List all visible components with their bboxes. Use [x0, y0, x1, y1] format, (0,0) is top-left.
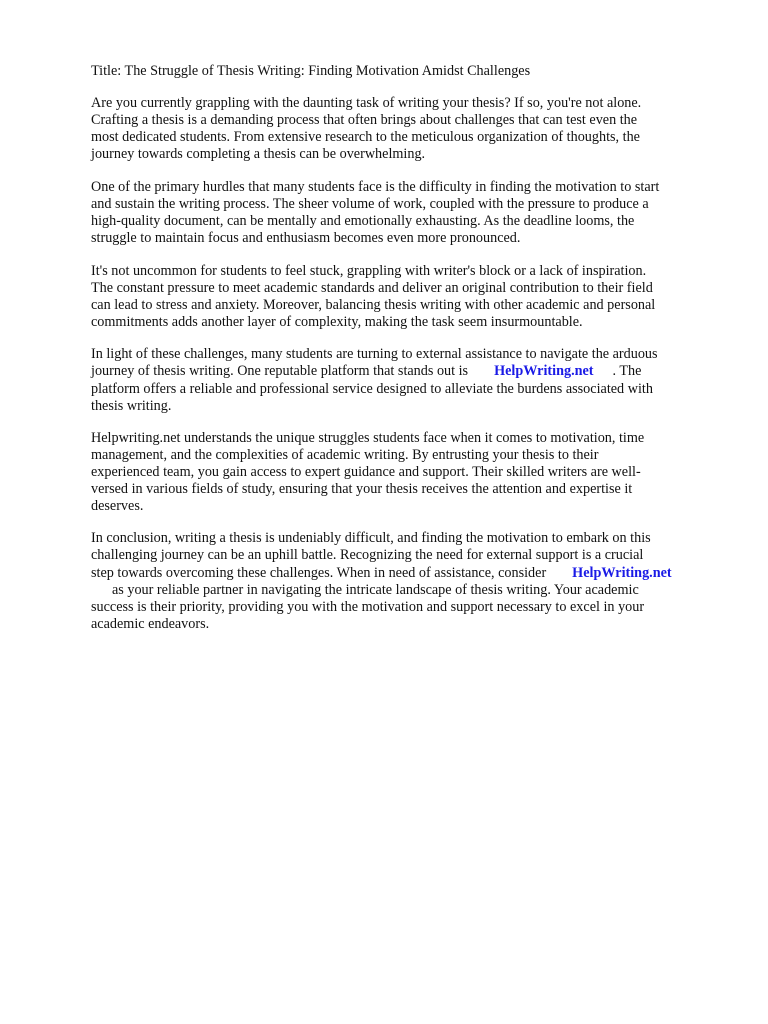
paragraph-line: commitments adds another layer of complexity, making the task seem insurmountable. — [91, 314, 583, 330]
paragraph-line: as your reliable partner in navigating the intricate landscape of thesis writing. Your academic — [112, 582, 639, 598]
helpwriting-link[interactable]: HelpWriting.net — [572, 565, 672, 581]
paragraph-line: challenging journey can be an uphill battle. Recognizing the need for external support is a crucial — [91, 547, 644, 563]
paragraph-line: One of the primary hurdles that many students face is the difficulty in finding the motivation to start — [91, 179, 660, 195]
paragraph-line-with-link — [91, 565, 672, 582]
paragraph-line: and sustain the writing process. The sheer volume of work, coupled with the pressure to produce a — [91, 196, 649, 212]
helpwriting-link[interactable]: HelpWriting.net — [494, 363, 594, 379]
paragraph-line: Are you currently grappling with the daunting task of writing your thesis? If so, you're not alone. — [91, 95, 642, 111]
paragraph-line: most dedicated students. From extensive research to the meticulous organization of thoughts, the — [91, 129, 640, 145]
paragraph-text: step towards overcoming these challenges. When in need of assistance, consider — [91, 565, 547, 581]
paragraph-line: Crafting a thesis is a demanding process that often brings about challenges that can test even the — [91, 112, 638, 128]
document-title: Title: The Struggle of Thesis Writing: Finding Motivation Amidst Challenges — [91, 63, 531, 79]
paragraph-line: versed in various fields of study, ensuring that your thesis receives the attention and expertise it — [91, 481, 633, 497]
paragraph-line: thesis writing. — [91, 398, 172, 414]
paragraph-line: high-quality document, can be mentally and emotionally exhausting. As the deadline looms, the — [91, 213, 635, 229]
paragraph-line: success is their priority, providing you with the motivation and support necessary to excel in your — [91, 599, 645, 615]
paragraph-line: In light of these challenges, many students are turning to external assistance to navigate the arduous — [91, 346, 658, 362]
paragraph-line: Helpwriting.net understands the unique struggles students face when it comes to motivation, time — [91, 430, 645, 446]
paragraph-line: It's not uncommon for students to feel stuck, grappling with writer's block or a lack of inspiration. — [91, 263, 647, 279]
paragraph-line: journey towards completing a thesis can be overwhelming. — [91, 146, 426, 162]
paragraph-line: platform offers a reliable and professional service designed to alleviate the burdens associated with — [91, 381, 653, 397]
paragraph-line: experienced team, you gain access to expert guidance and support. Their skilled writers are well- — [91, 464, 641, 480]
paragraph-text: . The — [612, 363, 642, 379]
paragraph-line: academic endeavors. — [91, 616, 210, 632]
paragraph-line: In conclusion, writing a thesis is undeniably difficult, and finding the motivation to embark on this — [91, 530, 651, 546]
paragraph-line: can lead to stress and anxiety. Moreover, balancing thesis writing with other academic and personal — [91, 297, 656, 313]
paragraph-line: management, and the complexities of academic writing. By entrusting your thesis to their — [91, 447, 599, 463]
paragraph-line: deserves. — [91, 498, 144, 514]
paragraph-line: struggle to maintain focus and enthusiasm becomes even more pronounced. — [91, 230, 521, 246]
paragraph-line: The constant pressure to meet academic standards and deliver an original contribution to their field — [91, 280, 653, 296]
paragraph-text: journey of thesis writing. One reputable platform that stands out is — [91, 363, 469, 379]
paragraph-line-with-link — [91, 363, 641, 380]
